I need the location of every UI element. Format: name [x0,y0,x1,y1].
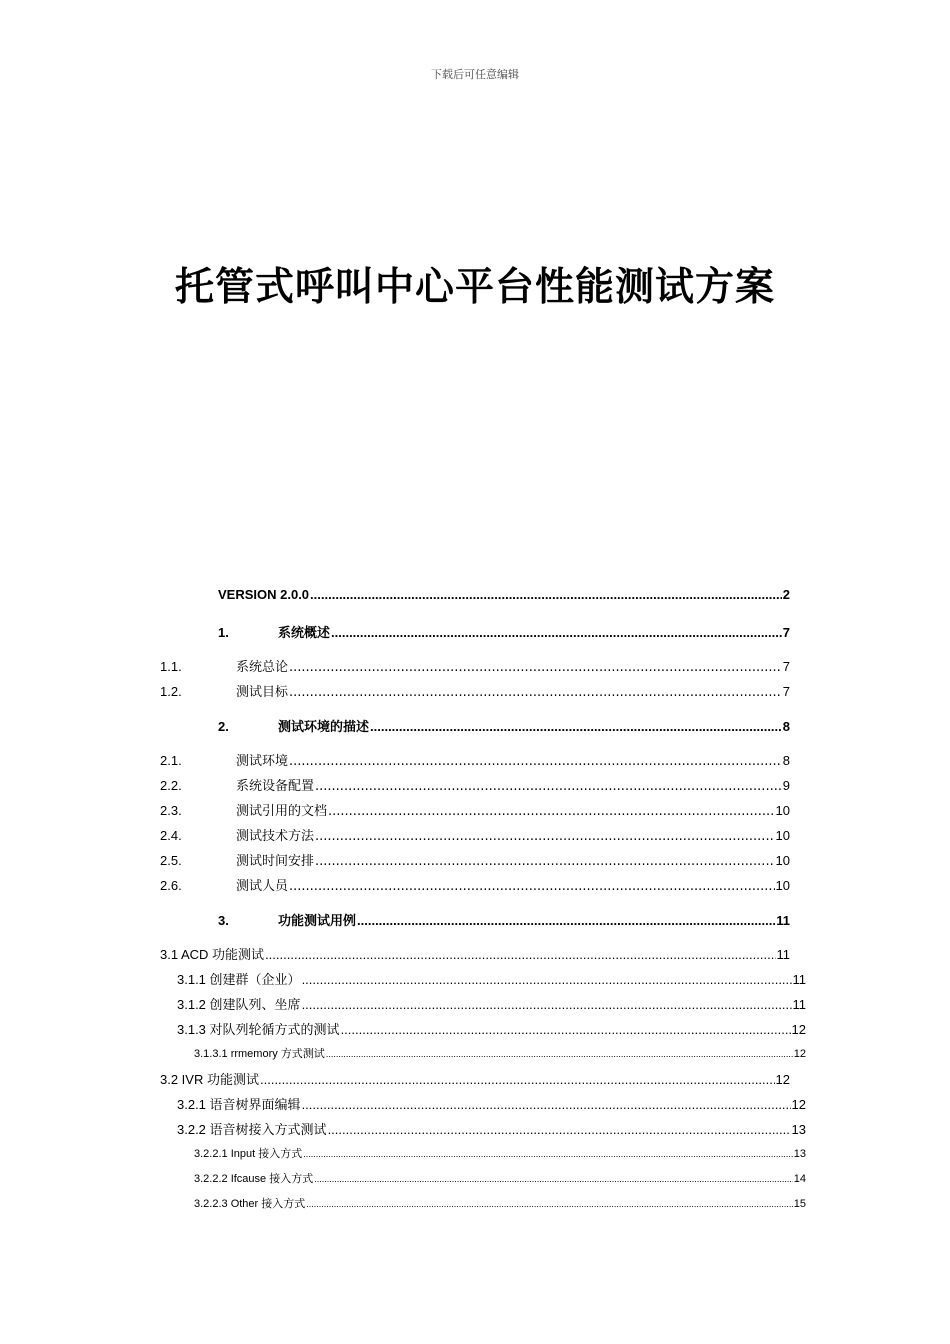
toc-entry-2-3[interactable] [160,800,790,819]
toc-entry-3-1[interactable] [160,944,790,963]
toc-entry-number: 3.2.2.2 Ifcause [194,1173,267,1185]
toc-entry-number: 2.6. [160,878,182,893]
toc-entry-text: 创建群（企业） [209,973,301,988]
toc-entry-page: 7 [782,684,790,699]
toc-leader [310,587,782,602]
toc-entry-number: 2.3. [160,803,182,818]
toc-entry-section-1[interactable] [218,622,790,641]
toc-entry-text: 测试环境 [236,754,289,769]
toc-entry-text: 测试人员 [236,879,289,894]
toc-entry-number: 3.1 ACD [160,947,209,962]
toc-entry-number: 3.1.1 [177,972,206,987]
toc-leader [289,685,782,700]
toc-entry-number: 2.5. [160,853,182,868]
toc-entry-number: 3.2 IVR [160,1072,204,1087]
toc-entry-text: 测试环境的描述 [278,719,370,734]
toc-entry-text: 接入方式 [258,1147,303,1160]
toc-leader [370,719,782,734]
toc-entry-number: 2.4. [160,828,182,843]
toc-entry-text: 接入方式 [261,1197,306,1210]
toc-leader [260,1072,775,1087]
toc-entry-number: 3. [218,913,229,928]
toc-entry-page: 8 [782,719,790,734]
toc-entry-section-2[interactable] [218,716,790,735]
toc-entry-3-2[interactable] [160,1069,790,1088]
toc-entry-page: 9 [782,778,790,793]
toc-entry-page: 2 [782,587,790,602]
toc-entry-page: 15 [793,1198,806,1210]
toc-entry-number: 2.2. [160,778,182,793]
toc-entry-version[interactable] [218,587,790,602]
toc-entry-text: 系统设备配置 [236,779,315,794]
toc-leader [306,1199,792,1209]
toc-entry-3-1-1[interactable] [177,969,806,988]
toc-entry-1-2[interactable] [160,681,790,700]
toc-entry-text: 测试时间安排 [236,854,315,869]
toc-entry-text: 创建队列、坐席 [209,998,301,1013]
toc-entry-page: 13 [793,1148,806,1160]
toc-entry-text: VERSION 2.0.0 [218,587,310,602]
toc-entry-page: 10 [775,878,790,893]
toc-leader [315,779,782,794]
toc-entry-2-5[interactable] [160,850,790,869]
toc-leader [357,913,775,928]
toc-entry-number: 2. [218,719,229,734]
toc-leader [326,1049,793,1059]
document-title: 托管式呼叫中心平台性能测试方案 [174,265,775,310]
toc-entry-number: 3.1.3 [177,1022,206,1037]
toc-entry-number: 3.2.1 [177,1097,206,1112]
toc-leader [289,660,782,675]
toc-entry-2-6[interactable] [160,875,790,894]
toc-entry-text: 系统总论 [236,660,289,675]
toc-leader [302,972,792,987]
toc-leader [302,1097,791,1112]
toc-entry-page: 12 [791,1097,806,1112]
toc-entry-3-1-2[interactable] [177,994,806,1013]
toc-entry-number: 3.1.3.1 rrmemory [194,1048,278,1060]
toc-entry-3-1-3[interactable] [177,1019,806,1038]
toc-entry-number: 2.1. [160,753,182,768]
toc-entry-number: 3.2.2.3 Other [194,1198,259,1210]
toc-entry-number: 3.2.2.1 Input [194,1148,256,1160]
toc-entry-page: 11 [792,997,806,1012]
toc-entry-text: 功能测试用例 [278,913,357,928]
toc-entry-text: 系统概述 [278,625,331,640]
toc-entry-3-2-2-2[interactable] [194,1170,806,1186]
toc-entry-page: 10 [775,853,790,868]
toc-entry-3-2-2[interactable] [177,1119,806,1138]
toc-entry-section-3[interactable] [218,910,790,929]
toc-entry-page: 11 [792,972,806,987]
toc-entry-1-1[interactable] [160,656,790,675]
toc-entry-page: 13 [791,1122,806,1137]
toc-leader [314,1174,793,1184]
toc-entry-page: 14 [793,1173,806,1185]
toc-leader [341,1022,791,1037]
toc-entry-page: 7 [782,625,790,640]
toc-entry-text: 方式测试 [280,1047,325,1060]
toc-entry-page: 7 [782,659,790,674]
toc-entry-2-1[interactable] [160,750,790,769]
toc-entry-number: 1. [218,625,229,640]
toc-leader [303,1149,793,1159]
toc-leader [265,947,775,962]
toc-entry-text: 测试引用的文档 [236,804,328,819]
toc-entry-text: 测试技术方法 [236,829,315,844]
toc-leader [302,997,792,1012]
toc-entry-3-2-2-1[interactable] [194,1145,806,1161]
toc-leader [331,625,782,640]
toc-leader [289,879,775,894]
toc-leader [328,804,775,819]
toc-entry-2-2[interactable] [160,775,790,794]
toc-entry-page: 10 [775,828,790,843]
toc-entry-number: 3.2.2 [177,1122,206,1137]
toc-entry-3-2-2-3[interactable] [194,1195,806,1211]
toc-entry-number: 3.1.2 [177,997,206,1012]
toc-entry-text: 功能测试 [206,1073,259,1088]
toc-leader [328,1122,791,1137]
toc-entry-number: 1.1. [160,659,182,674]
toc-entry-number: 1.2. [160,684,182,699]
toc-entry-page: 12 [775,1072,790,1087]
toc-leader [315,854,775,869]
toc-entry-2-4[interactable] [160,825,790,844]
header-note: 下载后可任意编辑 [431,68,519,81]
toc-entry-3-1-3-1[interactable] [194,1045,806,1061]
toc-entry-3-2-1[interactable] [177,1094,806,1113]
toc-entry-page: 12 [793,1048,806,1060]
toc-entry-text: 对队列轮循方式的测试 [209,1023,340,1038]
toc-entry-page: 11 [776,947,790,962]
toc-entry-page: 8 [782,753,790,768]
toc-entry-page: 12 [791,1022,806,1037]
toc-entry-text: 语音树接入方式测试 [209,1123,327,1138]
toc-entry-text: 功能测试 [212,948,265,963]
toc-leader [315,829,775,844]
toc-entry-text: 接入方式 [269,1172,314,1185]
toc-entry-page: 10 [775,803,790,818]
toc-entry-text: 测试目标 [236,685,289,700]
toc-entry-text: 语音树界面编辑 [209,1098,301,1113]
toc-leader [289,754,782,769]
toc-entry-page: 11 [776,913,790,928]
